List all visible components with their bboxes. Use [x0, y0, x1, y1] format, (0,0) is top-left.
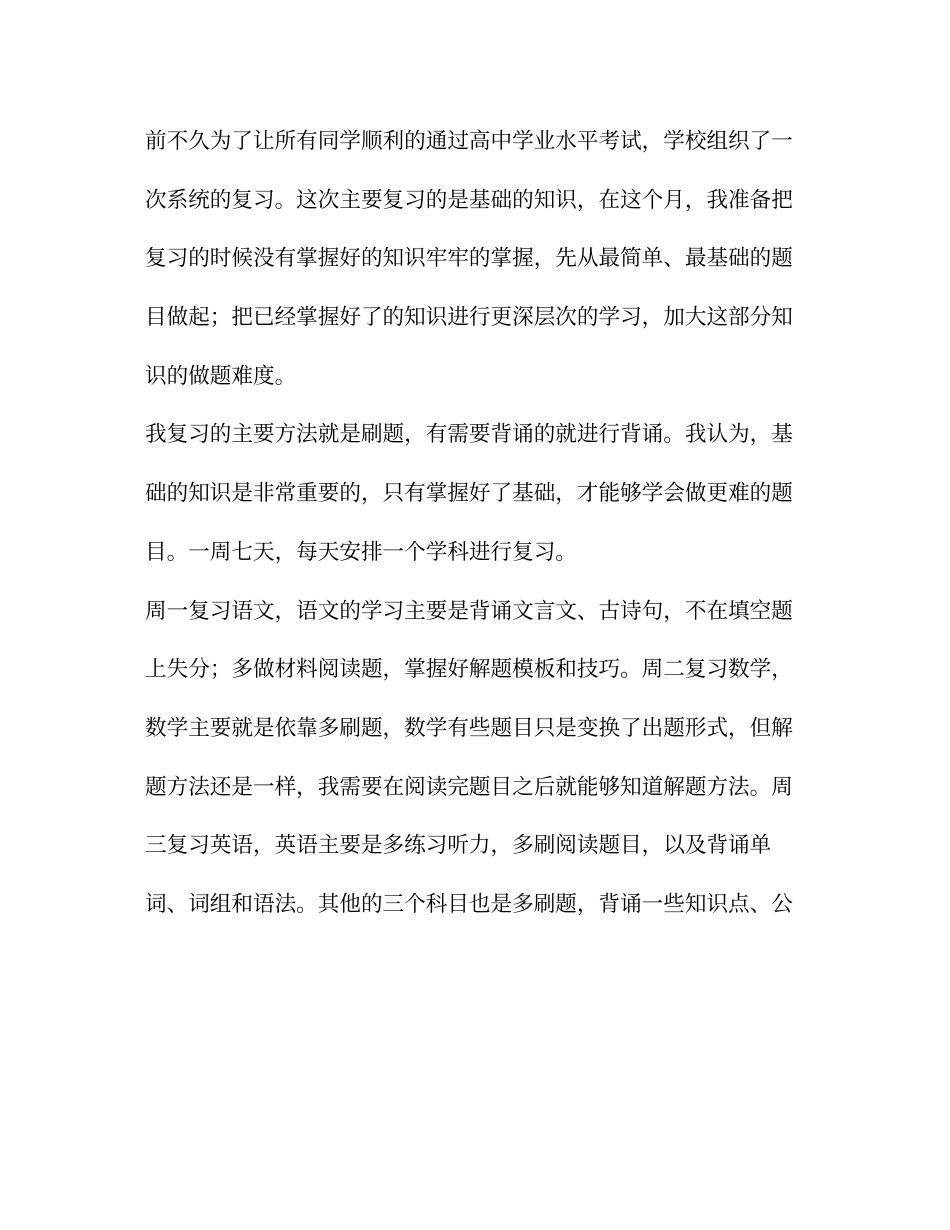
text-line: 题方法还是一样，我需要在阅读完题目之后就能够知道解题方法。周 [145, 774, 793, 800]
text-line: 识的做题难度。 [145, 363, 297, 389]
text-line: 词、词组和语法。其他的三个科目也是多刷题，背诵一些知识点、公 [145, 891, 793, 917]
text-line: 次系统的复习。这次主要复习的是基础的知识，在这个月，我准备把 [145, 187, 793, 213]
text-line: 周一复习语文，语文的学习主要是背诵文言文、古诗句，不在填空题 [145, 598, 793, 624]
text-line: 复习的时候没有掌握好的知识牢牢的掌握，先从最简单、最基础的题 [145, 246, 793, 272]
body-text [145, 113, 805, 935]
text-line: 上失分；多做材料阅读题，掌握好解题模板和技巧。周二复习数学， [145, 657, 793, 683]
text-line: 数学主要就是依靠多刷题，数学有些题目只是变换了出题形式，但解 [145, 715, 793, 741]
text-line: 前不久为了让所有同学顺利的通过高中学业水平考试，学校组织了一 [145, 129, 793, 154]
text-line: 三复习英语，英语主要是多练习听力，多刷阅读题目，以及背诵单 [145, 833, 772, 859]
text-line: 目做起；把已经掌握好了的知识进行更深层次的学习，加大这部分知 [145, 305, 793, 331]
text-line: 我复习的主要方法就是刷题，有需要背诵的就进行背诵。我认为，基 [145, 422, 793, 448]
text-line: 目。一周七天，每天安排一个学科进行复习。 [145, 539, 577, 565]
text-line: 础的知识是非常重要的，只有掌握好了基础，才能够学会做更难的题 [145, 481, 793, 507]
